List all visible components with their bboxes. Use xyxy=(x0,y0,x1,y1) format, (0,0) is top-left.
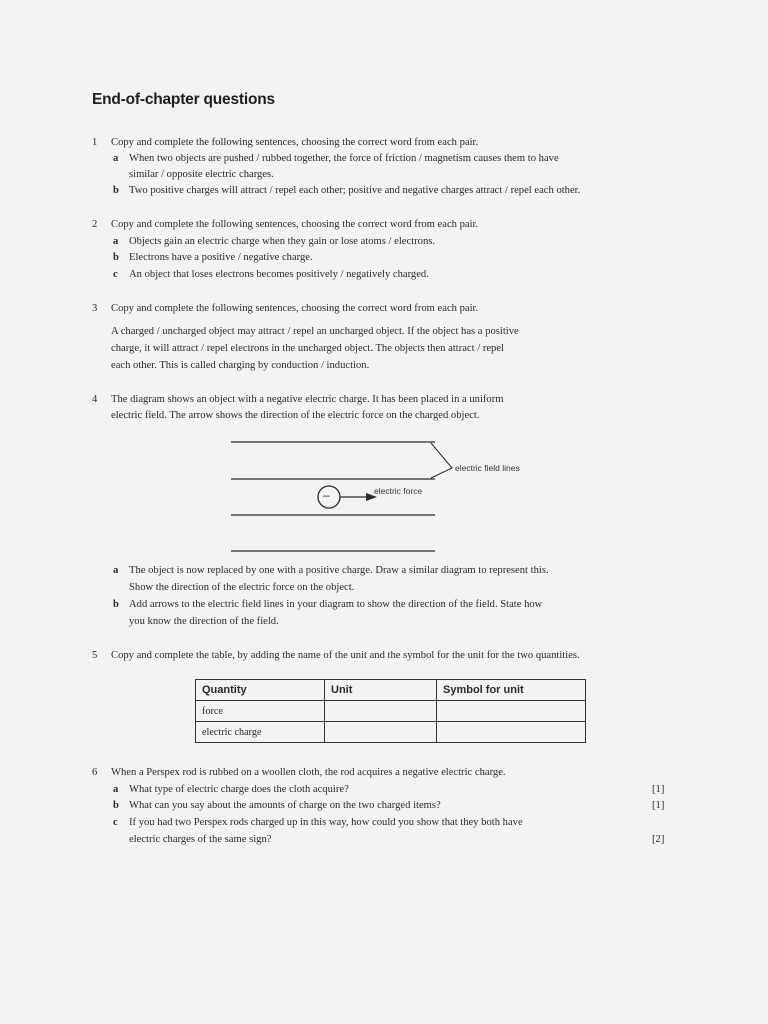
table-row xyxy=(196,722,586,743)
q2-number: 2 xyxy=(92,219,98,230)
q6-b-mark: [1] xyxy=(652,800,665,811)
q4-b-label: b xyxy=(113,599,119,610)
q4-b-line1: Add arrows to the electric field lines in your diagram to show the direction of the field. State how xyxy=(129,599,543,610)
q4-stem-line1: The diagram shows an object with a negative electric charge. It has been placed in a uniform xyxy=(111,394,504,405)
q3-number: 3 xyxy=(92,303,98,314)
q1-a-label: a xyxy=(113,153,119,164)
q1-b-line1: Two positive charges will attract / repel each other; positive and negative charges attract / repel each other. xyxy=(129,185,581,196)
q6-a-mark: [1] xyxy=(652,784,665,795)
q6-number: 6 xyxy=(92,767,98,778)
q4-a-line1: The object is now replaced by one with a positive charge. Draw a similar diagram to represent this. xyxy=(129,565,549,576)
q4-number: 4 xyxy=(92,394,98,405)
header-quantity: Quantity xyxy=(196,680,325,701)
q6-a-label: a xyxy=(113,784,119,795)
q2-c-label: c xyxy=(113,269,118,280)
q6-stem: When a Perspex rod is rubbed on a woollen cloth, the rod acquires a negative electric charge. xyxy=(111,767,506,778)
q1-number: 1 xyxy=(92,137,98,148)
q1-a-line2: similar / opposite electric charges. xyxy=(129,169,274,180)
page-title: End-of-chapter questions xyxy=(92,91,275,108)
q2-b-label: b xyxy=(113,252,119,263)
q6-c-mark: [2] xyxy=(652,834,665,845)
q3-stem: Copy and complete the following sentences, choosing the correct word from each pair. xyxy=(111,303,479,314)
cell-unit xyxy=(325,722,437,743)
header-symbol: Symbol for unit xyxy=(437,680,586,701)
q2-stem: Copy and complete the following sentences, choosing the correct word from each pair. xyxy=(111,219,479,230)
q4-a-label: a xyxy=(113,565,119,576)
q2-a-label: a xyxy=(113,236,119,247)
q4-stem-line2: electric field. The arrow shows the direction of the electric force on the charged object. xyxy=(111,410,480,421)
q1-stem: Copy and complete the following sentences, choosing the correct word from each pair. xyxy=(111,137,479,148)
q5-number: 5 xyxy=(92,650,98,661)
charge-sign: – xyxy=(323,488,330,502)
q6-c-line1: If you had two Perspex rods charged up in this way, how could you show that they both have xyxy=(129,817,523,828)
q6-c-line2: electric charges of the same sign? xyxy=(129,834,272,845)
units-table xyxy=(195,679,586,743)
header-unit: Unit xyxy=(325,680,437,701)
q1-a-line1: When two objects are pushed / rubbed together, the force of friction / magnetism causes them to have xyxy=(129,153,559,164)
q3-para-line3: each other. This is called charging by conduction / induction. xyxy=(111,360,370,371)
q2-b-line: Electrons have a positive / negative charge. xyxy=(129,252,313,263)
q4-a-line2: Show the direction of the electric force on the object. xyxy=(129,582,355,593)
table-header-row xyxy=(196,680,586,701)
q3-para-line1: A charged / uncharged object may attract / repel an uncharged object. If the object has a positive xyxy=(111,326,519,337)
q4-b-line2: you know the direction of the field. xyxy=(129,616,279,627)
q6-a-line: What type of electric charge does the cloth acquire? xyxy=(129,784,349,795)
table-row xyxy=(196,701,586,722)
cell-unit xyxy=(325,701,437,722)
cell-quantity: force xyxy=(196,701,325,722)
cell-symbol xyxy=(437,722,586,743)
q5-stem: Copy and complete the table, by adding the name of the unit and the symbol for the unit for the two quantities. xyxy=(111,650,580,661)
q6-b-line: What can you say about the amounts of charge on the two charged items? xyxy=(129,800,441,811)
q2-a-line: Objects gain an electric charge when they gain or lose atoms / electrons. xyxy=(129,236,436,247)
q1-b-label: b xyxy=(113,185,119,196)
q6-c-label: c xyxy=(113,817,118,828)
q6-b-label: b xyxy=(113,800,119,811)
field-lines-label: electric field lines xyxy=(455,463,520,473)
field-label-pointer xyxy=(431,443,452,478)
cell-quantity: electric charge xyxy=(196,722,325,743)
q2-c-line: An object that loses electrons becomes positively / negatively charged. xyxy=(129,269,429,280)
cell-symbol xyxy=(437,701,586,722)
electric-force-label: electric force xyxy=(374,486,423,496)
q3-para-line2: charge, it will attract / repel electrons in the uncharged object. The objects then attract / repel xyxy=(111,343,504,354)
